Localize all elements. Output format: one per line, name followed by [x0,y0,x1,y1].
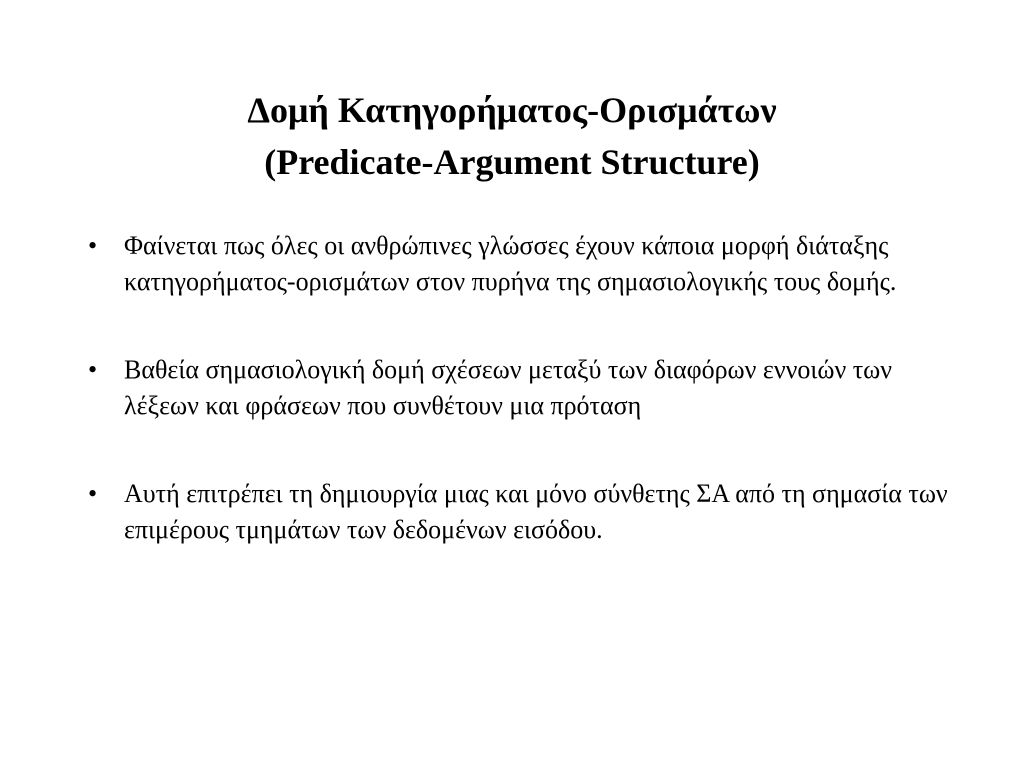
bullet-list [88,228,968,548]
bullet-icon: • [88,479,98,508]
bullet-item [88,476,968,548]
slide-title [0,84,1024,188]
bullet-item [88,228,968,300]
slide-title-line-english: (Predicate-Argument Structure) [264,142,760,182]
bullet-icon: • [88,355,98,384]
bullet-icon: • [88,231,98,260]
bullet-text: Βαθεία σημασιολογική δομή σχέσεων μεταξύ των διαφόρων εννοιών των λέξεων και φράσεων που συνθέτουν μια πρόταση [124,355,893,420]
bullet-item [88,352,968,424]
slide-title-line-greek: Δομή Κατηγορήματος-Ορισμάτων [247,90,777,130]
bullet-text: Φαίνεται πως όλες οι ανθρώπινες γλώσσες έχουν κάποια μορφή διάταξης κατηγορήματος-ορισμάτων στον πυρήνα της σημασιολογικής τους δομής. [124,231,897,296]
bullet-text: Αυτή επιτρέπει τη δημιουργία μιας και μόνο σύνθετης ΣΑ από τη σημασία των επιμέρους τμημάτων των δεδομένων εισόδου. [124,479,948,544]
